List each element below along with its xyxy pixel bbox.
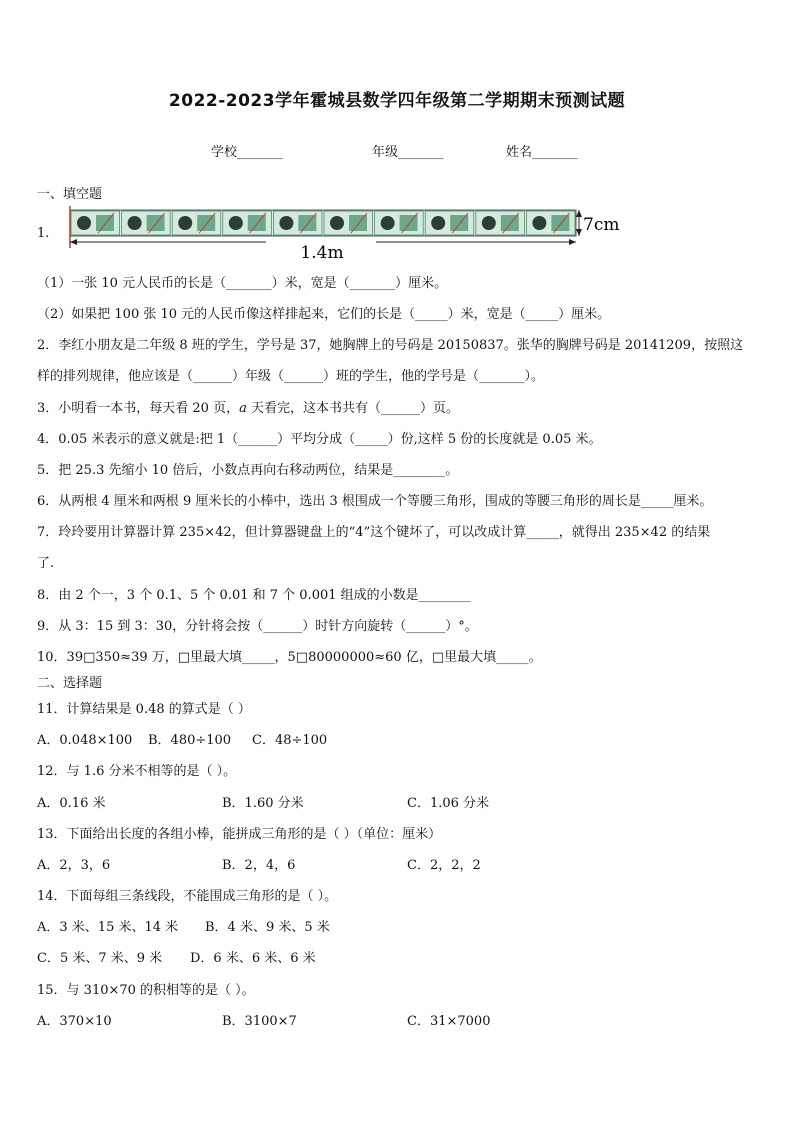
question-11-option-c: C．48÷100 (252, 733, 328, 748)
question-15-option-c: C．31×7000 (407, 1014, 491, 1029)
banknote (71, 211, 120, 235)
question-6: 6．从两根 4 厘米和两根 9 厘米长的小棒中，选出 3 根围成一个等腰三角形，围成的等腰三角形的周长是_____厘米。 (37, 494, 713, 509)
question-14-option-a: A．3 米、15 米、14 米 (37, 920, 179, 935)
question-13-option-a: A．2，3，6 (37, 858, 111, 873)
question-2-line-2: 样的排列规律，他应该是（______）年级（______）班的学生，他的学号是（_______）。 (37, 369, 545, 384)
question-1-part-1: （1）一张 10 元人民币的长是（_______）米，宽是（_______）厘米。 (37, 276, 448, 291)
question-7-line-1: 7．玲玲要用计算器计算 235×42，但计算器键盘上的“4”这个键坏了，可以改成计算_____，就得出 235×42 的结果 (37, 525, 711, 540)
question-15: 15．与 310×70 的积相等的是（ ）。 (37, 983, 255, 998)
question-12-option-c: C．1.06 分米 (407, 796, 490, 811)
question-5: 5．把 25.3 先缩小 10 倍后，小数点再向右移动两位，结果是________。 (37, 463, 459, 478)
section-multiple-choice: 二、选择题 (37, 676, 103, 691)
question-15-option-a: A．370×10 (37, 1014, 112, 1029)
question-10: 10．39□350≈39 万，□里最大填_____，5□80000000≈60 亿，□里最大填_____。 (37, 650, 542, 665)
question-12: 12．与 1.6 分米不相等的是（ ）。 (37, 764, 237, 779)
question-1-part-2: （2）如果把 100 张 10 元的人民币像这样排起来，它们的长是（_____）米，宽是（_____）厘米。 (37, 307, 611, 322)
banknote (223, 211, 272, 235)
length-label: 1.4m (300, 243, 344, 260)
question-13-option-b: B．2，4，6 (222, 858, 296, 873)
banknote-row (70, 210, 576, 236)
section-fill-blank: 一、填空题 (37, 187, 103, 202)
question-9: 9．从 3：15 到 3：30，分针将会按（______）时针方向旋转（______）°。 (37, 619, 478, 634)
question-11-option-a: A．0.048×100 (37, 733, 133, 748)
question-13: 13．下面给出长度的各组小棒，能拼成三角形的是（ ）（单位：厘米） (37, 827, 442, 842)
grade-field: 年级_______ (372, 145, 444, 160)
question-11: 11．计算结果是 0.48 的算式是（ ） (37, 702, 251, 717)
banknote (273, 211, 322, 235)
question-1-number: 1. (37, 226, 50, 241)
question-12-option-b: B．1.60 分米 (222, 796, 304, 811)
question-3: 3．小明看一本书，每天看 20 页，𝑎 天看完，这本书共有（______）页。 (37, 401, 459, 416)
width-label: 7cm (583, 215, 620, 235)
school-field: 学校_______ (211, 145, 283, 160)
question-12-option-a: A．0.16 米 (37, 796, 106, 811)
question-14-option-d: D．6 米、6 米、6 米 (190, 951, 316, 966)
banknote (122, 211, 171, 235)
question-7-line-2: 了. (37, 556, 55, 571)
question-4: 4．0.05 米表示的意义就是:把 1（______）平均分成（_____）份,这样 5 份的长度就是 0.05 米。 (37, 432, 602, 447)
question-13-option-c: C．2，2，2 (407, 858, 481, 873)
page-title: 2022-2023学年霍城县数学四年级第二学期期末预测试题 (168, 91, 626, 111)
banknote (526, 211, 575, 235)
banknote (324, 211, 373, 235)
banknote (425, 211, 474, 235)
question-14-option-c: C．5 米、7 米、9 米 (37, 951, 163, 966)
question-11-option-b: B．480÷100 (148, 733, 232, 748)
name-field: 姓名_______ (506, 145, 578, 160)
banknote-strip-image (66, 204, 626, 260)
banknote (375, 211, 424, 235)
banknote-strip-figure (66, 204, 626, 260)
question-2-line-1: 2．李红小朋友是二年级 8 班的学生，学号是 37，她胸牌上的号码是 20150837。张华的胸牌号码是 20141209，按照这 (37, 338, 744, 353)
question-14-option-b: B．4 米、9 米、5 米 (205, 920, 330, 935)
banknote (172, 211, 221, 235)
banknote (476, 211, 525, 235)
question-15-option-b: B．3100×7 (222, 1014, 297, 1029)
question-14: 14．下面每组三条线段，不能围成三角形的是（ ）。 (37, 889, 338, 904)
question-8: 8．由 2 个一，3 个 0.1、5 个 0.01 和 7 个 0.001 组成的小数是________ (37, 588, 471, 603)
